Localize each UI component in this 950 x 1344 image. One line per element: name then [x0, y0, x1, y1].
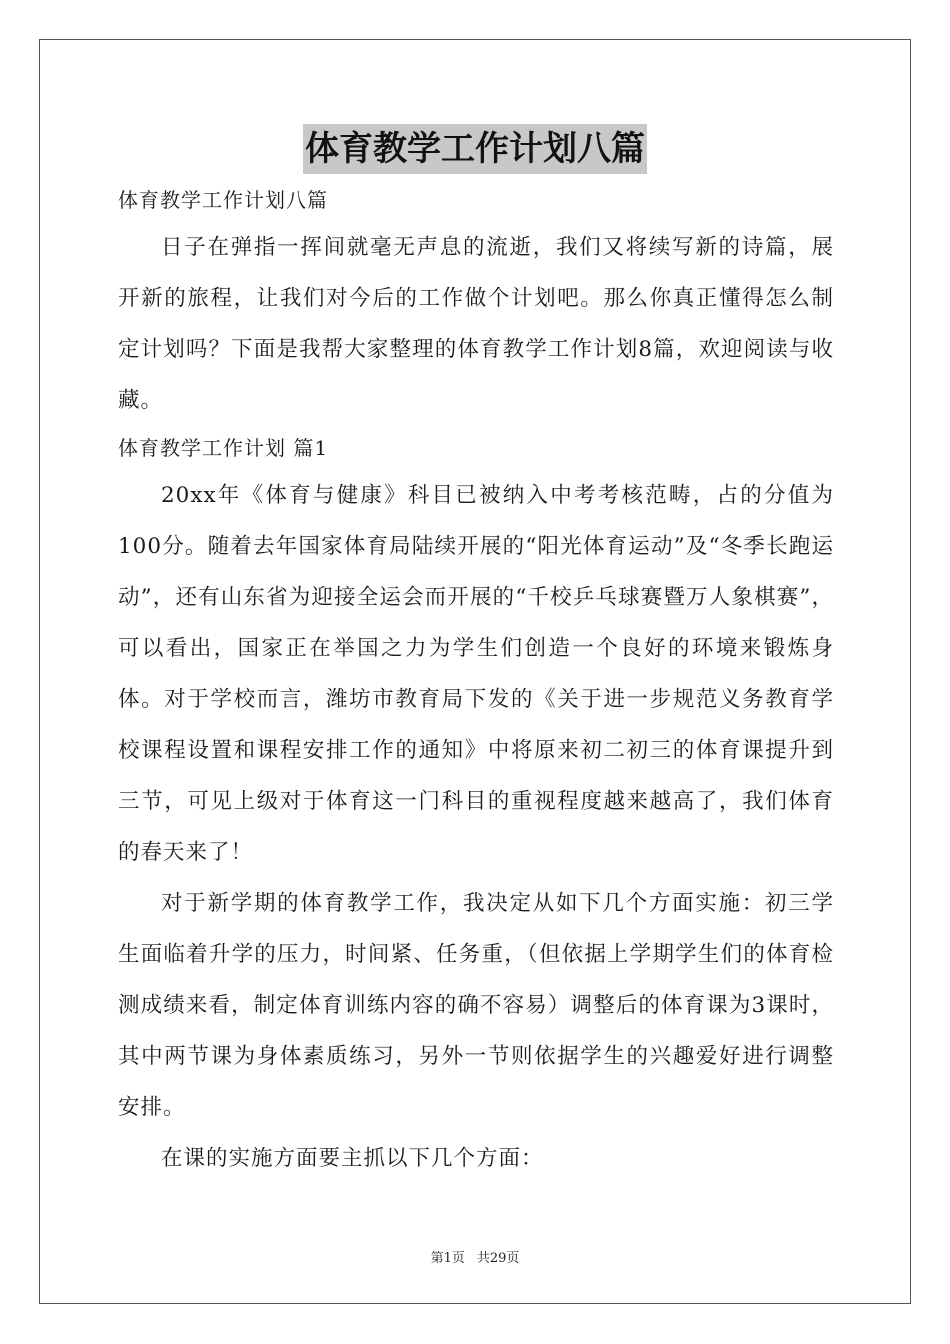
- page-number: 第1页: [430, 1251, 465, 1266]
- page-footer: [0, 1247, 950, 1266]
- section-heading: 体育教学工作计划 篇1: [118, 436, 329, 460]
- body-paragraph: 20xx年《体育与健康》科目已被纳入中考考核范畴，占的分值为100分。随着去年国家体育局陆续开展的“阳光体育运动”及“冬季长跑运动”，还有山东省为迎接全运会而开展的“千校乒乓球赛暨万人象棋赛”，可以看出，国家正在举国之力为学生们创造一个良好的环境来锻炼身体。对于学校而言，潍坊市教育局下发的《关于进一步规范义务教育学校课程设置和课程安排工作的通知》中将原来初二初三的体育课提升到三节，可见上级对于体育这一门科目的重视程度越来越高了，我们体育的春天来了！: [118, 483, 834, 865]
- intro-paragraph: 日子在弹指一挥间就毫无声息的流逝，我们又将续写新的诗篇，展开新的旅程，让我们对今后的工作做个计划吧。那么你真正懂得怎么制定计划吗？下面是我帮大家整理的体育教学工作计划8篇，欢迎阅读与收藏。: [118, 235, 834, 413]
- document-body: [118, 178, 834, 1184]
- document-subtitle: 体育教学工作计划八篇: [118, 188, 328, 212]
- body-paragraph: 在课的实施方面要主抓以下几个方面：: [161, 1146, 544, 1171]
- title-container: [0, 124, 950, 174]
- page-total: 共29页: [476, 1251, 520, 1266]
- document-title: 体育教学工作计划八篇: [303, 124, 647, 174]
- body-paragraph: 对于新学期的体育教学工作，我决定从如下几个方面实施：初三学生面临着升学的压力，时间紧、任务重，（但依据上学期学生们的体育检测成绩来看，制定体育训练内容的确不容易）调整后的体育课为3课时，其中两节课为身体素质练习，另外一节则依据学生的兴趣爱好进行调整安排。: [118, 891, 834, 1120]
